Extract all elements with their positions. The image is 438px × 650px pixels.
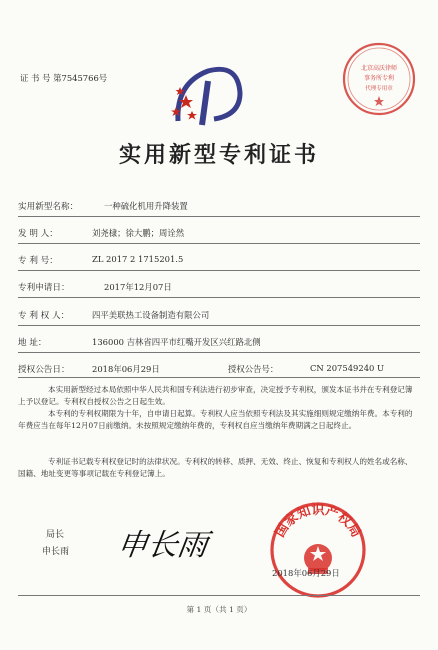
field-label-patent-no: 专 利 号： — [18, 256, 58, 266]
divider — [18, 325, 420, 326]
divider — [18, 243, 420, 244]
svg-text:国家知识产权局: 国家知识产权局 — [272, 503, 364, 541]
divider — [18, 377, 420, 378]
field-label-grant-date: 授权公告日： — [18, 365, 70, 375]
signer-name: 申长雨 — [42, 547, 70, 557]
handwritten-signature: 申长雨 — [115, 528, 210, 563]
field-label-grant-no: 授权公告号： — [228, 364, 279, 374]
signer-title: 局长 — [46, 530, 65, 540]
svg-text:代理专用章: 代理专用章 — [365, 86, 393, 92]
patent-office-logo-icon — [168, 63, 248, 127]
page-title: 实用新型专利证书 — [118, 142, 319, 168]
paragraph: 本专利的专利权期限为十年，自申请日起算。专利权人应当依照专利法及其实施细则规定缴纳年费。本专利的年费应当在每年12月07日前缴纳。未按照规定缴纳年费的，专利权自应当缴纳年费期满之日起终止。 — [18, 409, 413, 431]
svg-text:北京高沃律师: 北京高沃律师 — [360, 65, 398, 72]
ip-office-seal-icon — [258, 498, 376, 598]
field-value-filing-date: 2017年12月07日 — [104, 282, 172, 292]
field-value-patentee: 四平美联热工设备制造有限公司 — [92, 310, 210, 320]
divider — [18, 595, 420, 596]
paragraph: 专利证书记载专利权登记时的法律状况。专利权的转移、质押、无效、终止、恢复和专利权人的姓名或名称、国籍、地址变更等事项记载在专利登记簿上。 — [18, 457, 413, 479]
paragraph: 本实用新型经过本局依照中华人民共和国专利法进行初步审查，决定授予专利权，颁发本证书并在专利登记簿上予以登记。专利权自授权公告之日起生效。 — [18, 385, 413, 407]
svg-text:事务所专利: 事务所专利 — [363, 75, 395, 82]
certificate-number: 证 书 号 第7545766号 — [20, 73, 108, 83]
divider — [18, 270, 420, 271]
seal-date: 2018年06月29日 — [272, 568, 340, 578]
field-label-patentee: 专 利 权 人： — [18, 311, 70, 321]
agency-seal-icon — [340, 40, 418, 118]
divider — [18, 352, 420, 353]
field-value-patent-no: ZL 2017 2 1715201.5 — [92, 254, 184, 264]
divider — [18, 297, 420, 298]
field-value-grant-date: 2018年06月29日 — [92, 364, 160, 374]
field-value-inventor: 刘尧棣；徐大鹏；周诠然 — [92, 228, 185, 238]
field-value-name: 一种硫化机用升降装置 — [104, 201, 188, 211]
page-footer: 第 1 页（共 1 页） — [186, 605, 252, 614]
field-label-filing-date: 专利申请日： — [18, 283, 70, 293]
field-value-grant-no: CN 207549240 U — [310, 363, 385, 373]
divider — [18, 216, 420, 217]
field-label-name: 实用新型名称： — [18, 202, 79, 212]
field-value-address: 136000 吉林省四平市红嘴开发区兴红路北侧 — [92, 337, 261, 347]
field-label-inventor: 发 明 人： — [18, 229, 58, 239]
field-label-address: 地 址： — [18, 338, 47, 348]
